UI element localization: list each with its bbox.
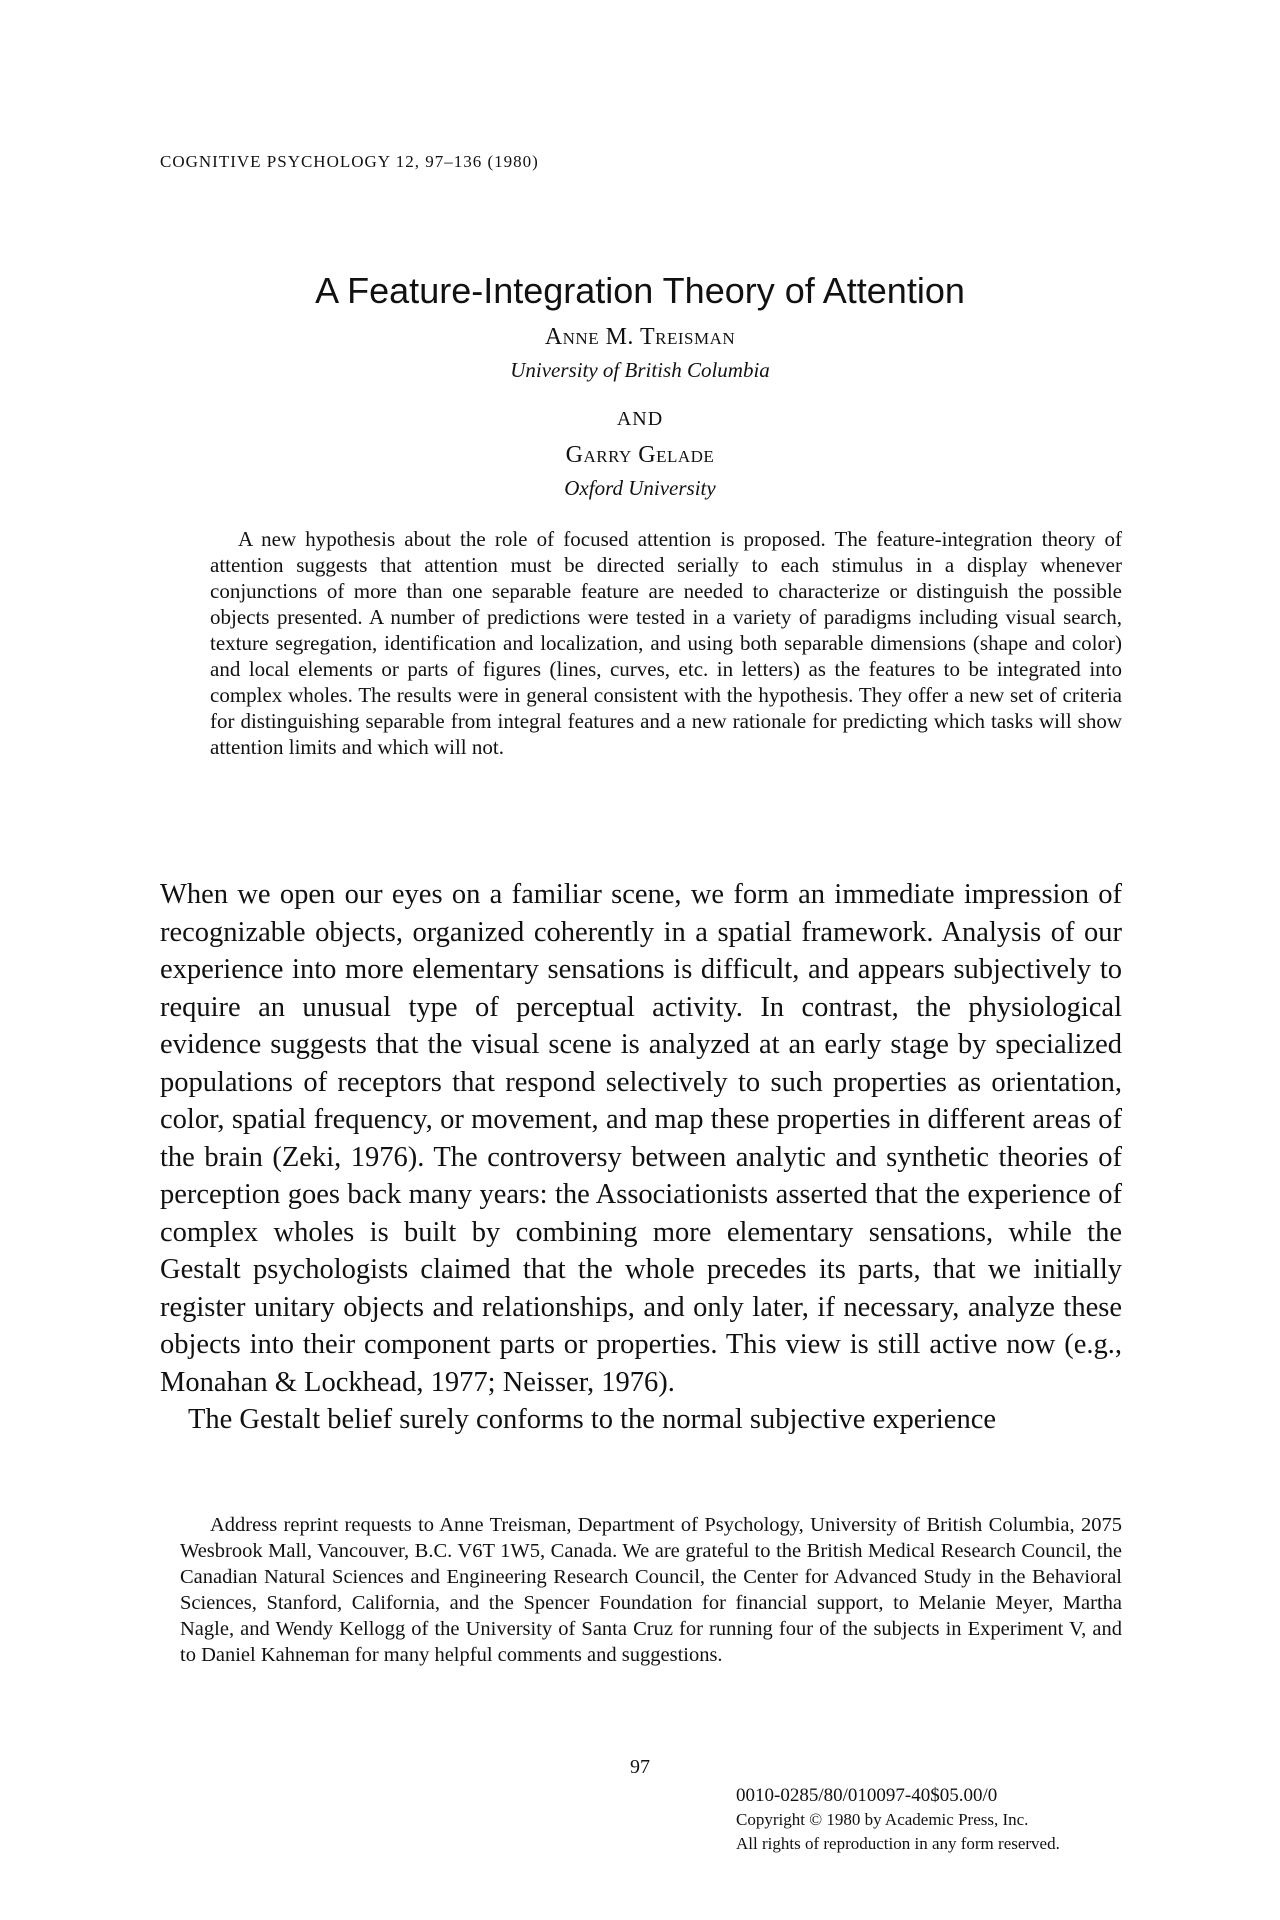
running-head: COGNITIVE PSYCHOLOGY 12, 97–136 (1980)	[160, 152, 539, 171]
page-number: 97	[630, 1756, 650, 1778]
author-affiliation: University of British Columbia	[510, 358, 770, 382]
body-text	[160, 876, 1122, 1439]
author-affiliation: Oxford University	[564, 476, 716, 500]
copyright-block	[736, 1784, 1060, 1856]
abstract: A new hypothesis about the role of focused attention is proposed. The feature-integration theory of attention suggests that attention must be directed serially to each stimulus in a display whenever conjunctions of more than one separable feature are needed to characterize or distinguish the possible objects presented. A number of predictions were tested in a variety of paradigms including visual search, texture segregation, identification and localization, and using both separable dimensions (shape and color) and local elements or parts of figures (lines, curves, etc. in letters) as the features to be integrated into complex wholes. The results were in general consistent with the hypothesis. They offer a new set of criteria for distinguishing separable from integral features and a new rationale for predicting which tasks will show attention limits and which will not.	[210, 527, 1122, 759]
copyright-line: Copyright © 1980 by Academic Press, Inc.	[736, 1810, 1029, 1829]
body-paragraph: The Gestalt belief surely conforms to the normal subjective experience	[188, 1404, 996, 1435]
paper-title: A Feature-Integration Theory of Attention	[315, 270, 965, 311]
author-name: Anne M. Treisman	[544, 324, 736, 350]
author-name: Garry Gelade	[565, 442, 715, 468]
rights-line: All rights of reproduction in any form reserved.	[736, 1834, 1060, 1853]
body-paragraph: When we open our eyes on a familiar scene, we form an immediate impression of recognizable objects, organized coherently in a spatial framework. Analysis of our experience into more elementary sensations is difficult, and appears subjectively to require an unusual type of perceptual activity. In contrast, the physiological evidence suggests that the visual scene is analyzed at an early stage by specialized populations of receptors that respond selectively to such properties as orientation, color, spatial frequency, or movement, and map these properties in different areas of the brain (Zeki, 1976). The controversy between analytic and synthetic theories of perception goes back many years: the Associationists asserted that the experience of complex wholes is built by combining more elementary sensations, while the Gestalt psychologists claimed that the whole precedes its parts, that we initially register unitary objects and relationships, and only later, if necessary, analyze these objects into their component parts or properties. This view is still active now (e.g., Monahan & Lockhead, 1977; Neisser, 1976).	[160, 879, 1122, 1398]
article-code: 0010-0285/80/010097-40$05.00/0	[736, 1785, 998, 1806]
author-conjunction: AND	[616, 408, 664, 430]
footnote: Address reprint requests to Anne Treisman, Department of Psychology, University of British Columbia, 2075 Wesbrook Mall, Vancouver, B.C. V6T 1W5, Canada. We are grateful to the British Medical Research Council, the Canadian Natural Sciences and Engineering Research Council, the Center for Advanced Study in the Behavioral Sciences, Stanford, California, and the Spencer Foundation for financial support, to Melanie Meyer, Martha Nagle, and Wendy Kellogg of the University of Santa Cruz for running four of the subjects in Experiment V, and to Daniel Kahneman for many helpful comments and suggestions.	[180, 1514, 1122, 1666]
